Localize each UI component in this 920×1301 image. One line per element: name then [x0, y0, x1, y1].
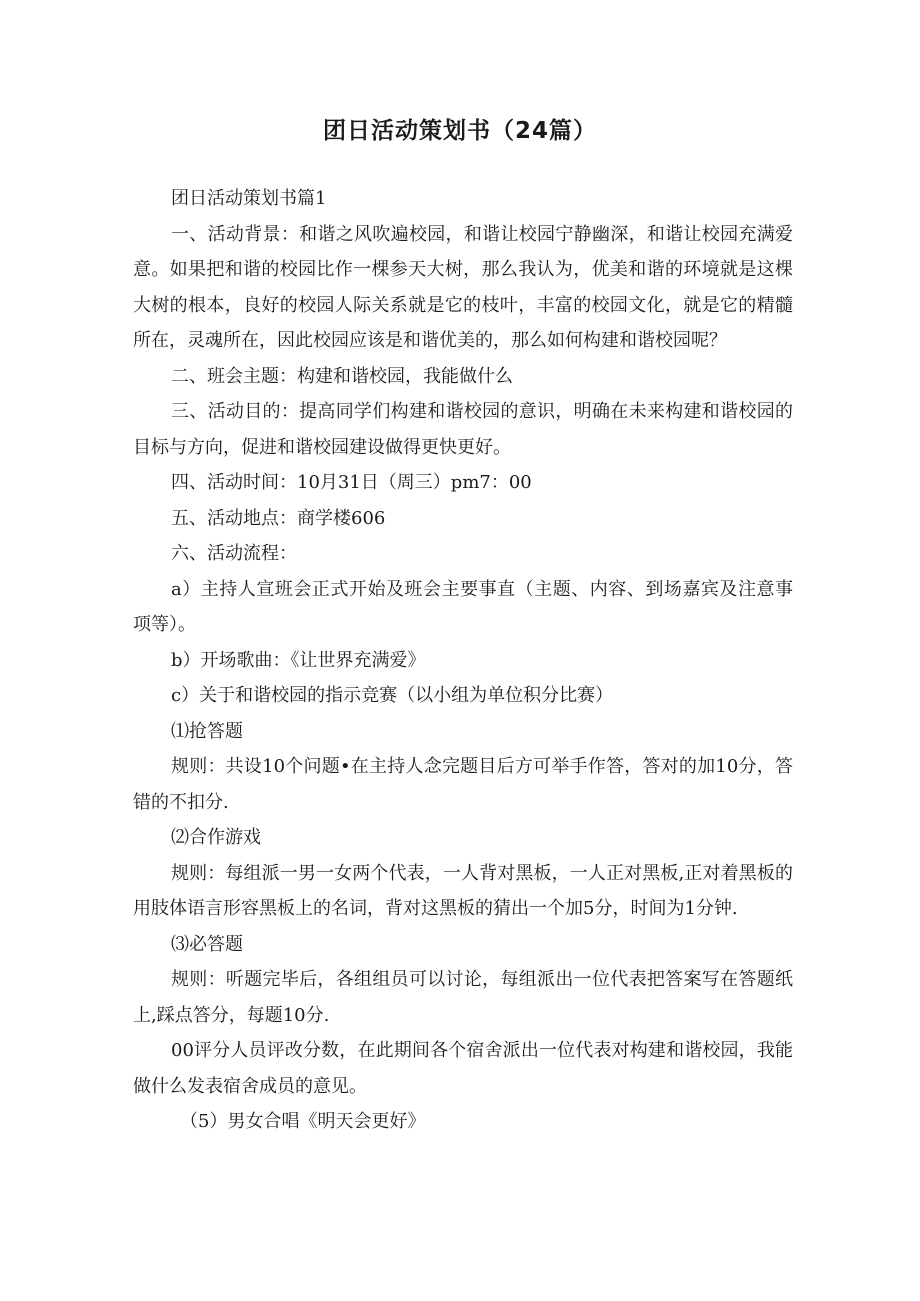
paragraph-background: 一、活动背景：和谐之风吹遍校园，和谐让校园宁静幽深，和谐让校园充满爱意。如果把和谐的校园比作一棵参天大树，那么我认为，优美和谐的环境就是这棵大树的根本，良好的校园人际关系就是它的枝叶，丰富的校园文化，就是它的精髓所在，灵魂所在，因此校园应该是和谐优美的，那么如何构建和谐校园呢？: [133, 223, 793, 351]
paragraph-chorus: （5）男女合唱《明天会更好》: [180, 1111, 426, 1132]
paragraph-process: 六、活动流程：: [171, 543, 297, 564]
paragraph-purpose: 三、活动目的：提高同学们构建和谐校园的意识，明确在未来构建和谐校园的目标与方向，促进和谐校园建设做得更快更好。: [133, 401, 793, 458]
section-heading: 团日活动策划书篇1: [171, 188, 327, 209]
sub-item-quick-answer: ⑴抢答题: [171, 720, 243, 742]
list-item-b: b）开场歌曲：《让世界充满爱》: [171, 649, 426, 671]
rule-cooperation-game: 规则：每组派一男一女两个代表，一人背对黑板，一人正对黑板,正对着黑板的用肢体语言形容黑板上的名词，背对这黑板的猜出一个加5分，时间为1分钟.: [133, 862, 793, 919]
paragraph-location: 五、活动地点：商学楼606: [171, 507, 386, 529]
list-item-c: c）关于和谐校园的指示竞赛（以小组为单位积分比赛）: [171, 685, 614, 706]
paragraph-time: 四、活动时间：10月31日（周三）pm7：00: [171, 472, 532, 493]
rule-required-answer: 规则：听题完毕后，各组组员可以讨论，每组派出一位代表把答案写在答题纸上,踩点答分，每题10分.: [133, 969, 793, 1026]
sub-item-cooperation-game: ⑵合作游戏: [171, 827, 261, 848]
paragraph-theme: 二、班会主题：构建和谐校园，我能做什么: [171, 365, 513, 387]
sub-item-required-answer: ⑶必答题: [171, 933, 243, 955]
rule-quick-answer: 规则：共设10个问题•在主持人念完题目后方可举手作答，答对的加10分，答错的不扣分.: [133, 756, 793, 813]
paragraph-scoring: 00评分人员评改分数，在此期间各个宿舍派出一位代表对构建和谐校园，我能做什么发表宿舍成员的意见。: [133, 1040, 793, 1097]
document-title: 团日活动策划书（24篇）: [322, 118, 597, 144]
document-body: [133, 181, 793, 1140]
list-item-a: a）主持人宣班会正式开始及班会主要事直（主题、内容、到场嘉宾及注意事项等）。: [133, 578, 793, 635]
